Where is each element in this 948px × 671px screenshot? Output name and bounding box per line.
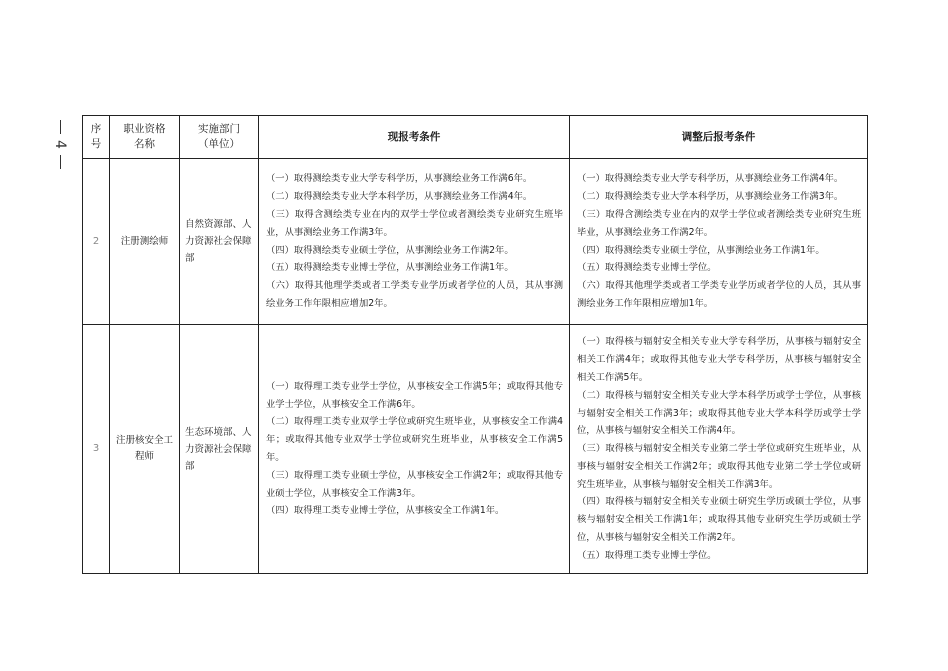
row-dept: 自然资源部、人力资源社会保障部 xyxy=(180,159,259,325)
condition-item: （三）取得核与辐射安全相关专业第二学士学位或研究生班毕业，从事核与辐射安全相关工作满2年；或取得其他专业第二学士学位或研究生班毕业，从事核与辐射安全相关工作满3年。 xyxy=(577,443,861,490)
condition-item: （一）取得测绘类专业大学专科学历，从事测绘业务工作满6年。 xyxy=(266,173,533,185)
page-number xyxy=(50,120,70,184)
condition-item: （四）取得测绘类专业硕士学位，从事测绘业务工作满2年。 xyxy=(266,244,514,256)
table-header-row xyxy=(83,116,868,159)
condition-item: （五）取得测绘类专业博士学位，从事测绘业务工作满1年。 xyxy=(266,262,514,274)
condition-item: （六）取得其他理学类或者工学类专业学历或者学位的人员，其从事测绘业务工作年限相应增加1年。 xyxy=(577,280,861,309)
row-title: 注册测绘师 xyxy=(110,159,180,325)
page-number-dash-bottom xyxy=(60,155,61,169)
condition-item: （五）取得理工类专业博士学位。 xyxy=(577,549,717,561)
condition-item: （六）取得其他理学类或者工学类专业学历或者学位的人员，其从事测绘业务工作年限相应增加2年。 xyxy=(266,280,563,309)
condition-item: （二）取得理工类专业双学士学位或研究生班毕业，从事核安全工作满4年；或取得其他专业双学士学位或研究生班毕业，从事核安全工作满5年。 xyxy=(266,416,563,463)
row-current-conditions xyxy=(259,159,570,325)
table-row xyxy=(83,325,868,574)
condition-item: （二）取得核与辐射安全相关专业大学本科学历或学士学位，从事核与辐射安全相关工作满3年；或取得其他专业大学本科学历或学士学位，从事核与辐射安全相关工作满4年。 xyxy=(577,389,861,437)
condition-item: （四）取得核与辐射安全相关专业硕士研究生学历或硕士学位，从事核与辐射安全相关工作满1年；或取得其他专业研究生学历或硕士学位，从事核与辐射安全相关工作满2年。 xyxy=(577,496,861,544)
condition-item: （三）取得理工类专业硕士学位，从事核安全工作满2年；或取得其他专业硕士学位，从事核安全工作满3年。 xyxy=(266,469,563,499)
condition-item: （四）取得测绘类专业硕士学位，从事测绘业务工作满1年。 xyxy=(577,244,825,256)
condition-item: （二）取得测绘类专业大学本科学历，从事测绘业务工作满4年。 xyxy=(266,191,533,203)
page-number-dash-top xyxy=(60,120,61,134)
row-title: 注册核安全工程师 xyxy=(110,325,180,574)
condition-item: （二）取得测绘类专业大学本科学历，从事测绘业务工作满3年。 xyxy=(577,191,844,203)
header-title: 职业资格 名称 xyxy=(110,116,180,159)
header-dept: 实施部门 （单位） xyxy=(180,116,259,159)
row-adjusted-conditions xyxy=(570,325,868,574)
row-seq: 2 xyxy=(83,159,110,325)
row-seq: 3 xyxy=(83,325,110,574)
header-seq: 序 号 xyxy=(83,116,110,159)
condition-item: （一）取得理工类专业学士学位，从事核安全工作满5年；或取得其他专业学士学位，从事核安全工作满6年。 xyxy=(266,380,563,410)
table-row xyxy=(83,159,868,325)
condition-item: （四）取得理工类专业博士学位，从事核安全工作满1年。 xyxy=(266,505,505,517)
condition-item: （三）取得含测绘类专业在内的双学士学位或者测绘类专业研究生班毕业，从事测绘业务工作满3年。 xyxy=(266,208,563,238)
condition-item: （三）取得含测绘类专业在内的双学士学位或者测绘类专业研究生班毕业，从事测绘业务工作满2年。 xyxy=(577,208,861,238)
qualification-table xyxy=(82,115,868,574)
row-adjusted-conditions xyxy=(570,159,868,325)
header-adjusted-conditions: 调整后报考条件 xyxy=(570,116,868,159)
page-number-value: 4 xyxy=(52,140,68,149)
condition-item: （一）取得测绘类专业大学专科学历，从事测绘业务工作满4年。 xyxy=(577,173,844,185)
header-current-conditions: 现报考条件 xyxy=(259,116,570,159)
row-current-conditions xyxy=(259,325,570,574)
row-dept: 生态环境部、人力资源社会保障部 xyxy=(180,325,259,574)
condition-item: （五）取得测绘类专业博士学位。 xyxy=(577,262,717,274)
condition-item: （一）取得核与辐射安全相关专业大学专科学历，从事核与辐射安全相关工作满4年；或取得其他专业大学专科学历，从事核与辐射安全相关工作满5年。 xyxy=(577,336,861,383)
